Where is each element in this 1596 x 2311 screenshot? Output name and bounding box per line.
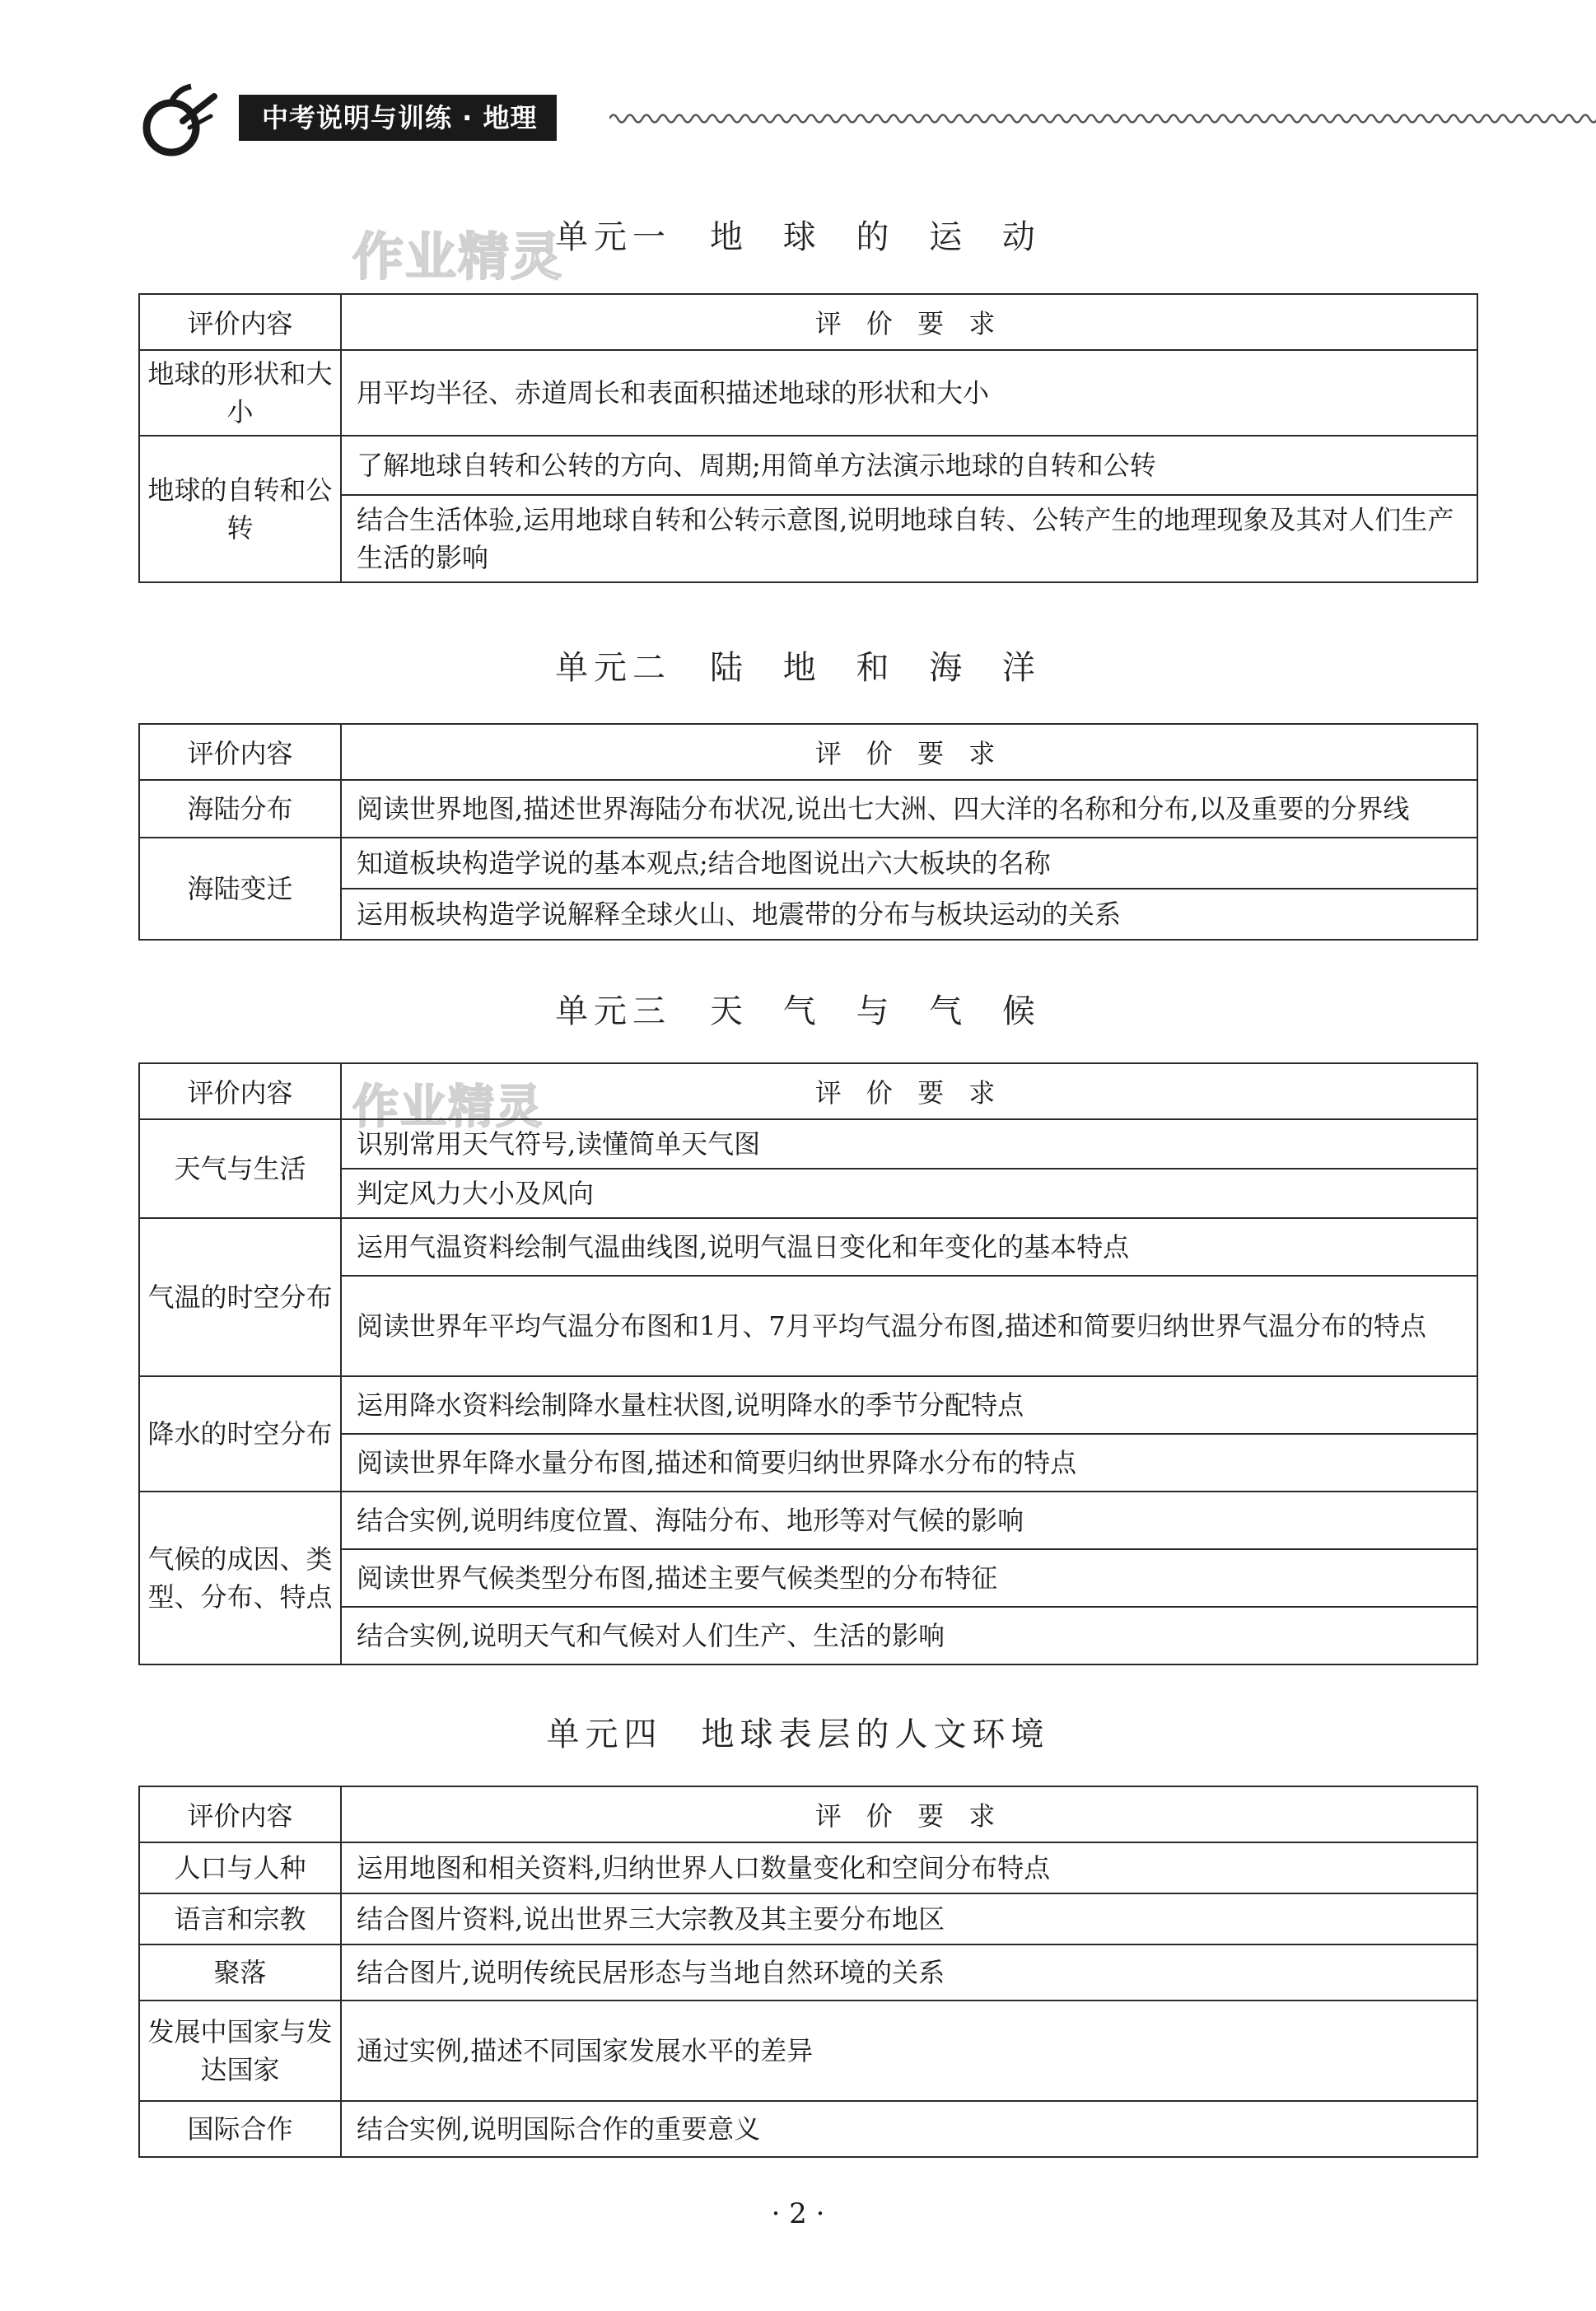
requirement-cell: 阅读世界地图,描述世界海陆分布状况,说出七大洲、四大洋的名称和分布,以及重要的分界线	[341, 780, 1477, 838]
category-cell: 海陆分布	[139, 780, 341, 838]
page-number: · 2 ·	[771, 2197, 825, 2230]
header-title: 中考说明与训练 · 地理	[239, 95, 557, 141]
evaluation-table	[138, 1062, 1478, 1665]
unit-title: 单元二 陆 地 和 海 洋	[555, 649, 1041, 687]
category-cell: 国际合作	[139, 2101, 341, 2157]
category-cell: 气温的时空分布	[139, 1218, 341, 1376]
table-row	[139, 1842, 1477, 1893]
requirement-cell: 结合生活体验,运用地球自转和公转示意图,说明地球自转、公转产生的地理现象及其对人们生产生活的影响	[341, 495, 1477, 582]
requirement-cell: 运用气温资料绘制气温曲线图,说明气温日变化和年变化的基本特点	[341, 1218, 1477, 1276]
table-row	[139, 436, 1477, 495]
table-header-row	[139, 294, 1477, 350]
requirement-cell: 结合图片,说明传统民居形态与当地自然环境的关系	[341, 1945, 1477, 2001]
requirement-cell: 运用地图和相关资料,归纳世界人口数量变化和空间分布特点	[341, 1842, 1477, 1893]
requirement-cell: 运用降水资料绘制降水量柱状图,说明降水的季节分配特点	[341, 1376, 1477, 1434]
apple-logo-icon	[132, 78, 222, 169]
requirement-cell: 通过实例,描述不同国家发展水平的差异	[341, 2001, 1477, 2101]
table-row	[139, 1492, 1477, 1549]
table-row	[139, 2101, 1477, 2157]
unit-title: 单元一 地 球 的 运 动	[555, 218, 1041, 256]
table-row	[139, 2001, 1477, 2101]
table-header-row	[139, 724, 1477, 780]
requirement-cell: 用平均半径、赤道周长和表面积描述地球的形状和大小	[341, 350, 1477, 436]
header-content: 评价内容	[139, 1786, 341, 1842]
watermark: 作业精灵	[352, 1081, 544, 1134]
header-requirement: 评 价 要 求	[341, 724, 1477, 780]
table-header-row	[139, 1786, 1477, 1842]
requirement-cell: 了解地球自转和公转的方向、周期;用简单方法演示地球的自转和公转	[341, 436, 1477, 495]
unit-title: 单元三 天 气 与 气 候	[555, 992, 1041, 1030]
unit-title: 单元四 地球表层的人文环境	[546, 1716, 1050, 1753]
table-row	[139, 1218, 1477, 1276]
category-cell: 人口与人种	[139, 1842, 341, 1893]
requirement-cell: 结合实例,说明天气和气候对人们生产、生活的影响	[341, 1607, 1477, 1664]
table-row	[139, 1376, 1477, 1434]
evaluation-table	[138, 723, 1478, 941]
table-row	[139, 1893, 1477, 1945]
requirement-cell: 阅读世界气候类型分布图,描述主要气候类型的分布特征	[341, 1549, 1477, 1607]
table-row	[139, 1945, 1477, 2001]
page-header	[136, 95, 1486, 141]
category-cell: 地球的自转和公转	[139, 436, 341, 582]
requirement-cell: 阅读世界年降水量分布图,描述和简要归纳世界降水分布的特点	[341, 1434, 1477, 1492]
header-content: 评价内容	[139, 1063, 341, 1119]
table-row	[139, 350, 1477, 436]
header-content: 评价内容	[139, 724, 341, 780]
category-cell: 气候的成因、类型、分布、特点	[139, 1492, 341, 1664]
table-row	[139, 1119, 1477, 1169]
table-header-row	[139, 1063, 1477, 1119]
table-row	[139, 838, 1477, 889]
evaluation-table	[138, 1786, 1478, 2158]
header-requirement: 评 价 要 求	[341, 1786, 1477, 1842]
requirement-cell: 结合实例,说明纬度位置、海陆分布、地形等对气候的影响	[341, 1492, 1477, 1549]
requirement-cell: 阅读世界年平均气温分布图和1月、7月平均气温分布图,描述和简要归纳世界气温分布的特点	[341, 1276, 1477, 1376]
requirement-cell: 判定风力大小及风向	[341, 1169, 1477, 1218]
category-cell: 降水的时空分布	[139, 1376, 341, 1492]
evaluation-table	[138, 293, 1478, 583]
requirement-cell: 知道板块构造学说的基本观点;结合地图说出六大板块的名称	[341, 838, 1477, 889]
table-row	[139, 780, 1477, 838]
header-requirement: 评 价 要 求	[341, 294, 1477, 350]
category-cell: 地球的形状和大小	[139, 350, 341, 436]
header-content: 评价内容	[139, 294, 341, 350]
category-cell: 海陆变迁	[139, 838, 341, 940]
requirement-cell: 运用板块构造学说解释全球火山、地震带的分布与板块运动的关系	[341, 889, 1477, 940]
category-cell: 聚落	[139, 1945, 341, 2001]
watermark: 作业精灵	[352, 226, 564, 287]
requirement-cell: 结合实例,说明国际合作的重要意义	[341, 2101, 1477, 2157]
requirement-cell: 识别常用天气符号,读懂简单天气图	[341, 1119, 1477, 1169]
category-cell: 语言和宗教	[139, 1893, 341, 1945]
header-requirement: 评 价 要 求	[341, 1063, 1477, 1119]
wavy-divider	[609, 106, 1596, 131]
category-cell: 发展中国家与发达国家	[139, 2001, 341, 2101]
category-cell: 天气与生活	[139, 1119, 341, 1218]
requirement-cell: 结合图片资料,说出世界三大宗教及其主要分布地区	[341, 1893, 1477, 1945]
